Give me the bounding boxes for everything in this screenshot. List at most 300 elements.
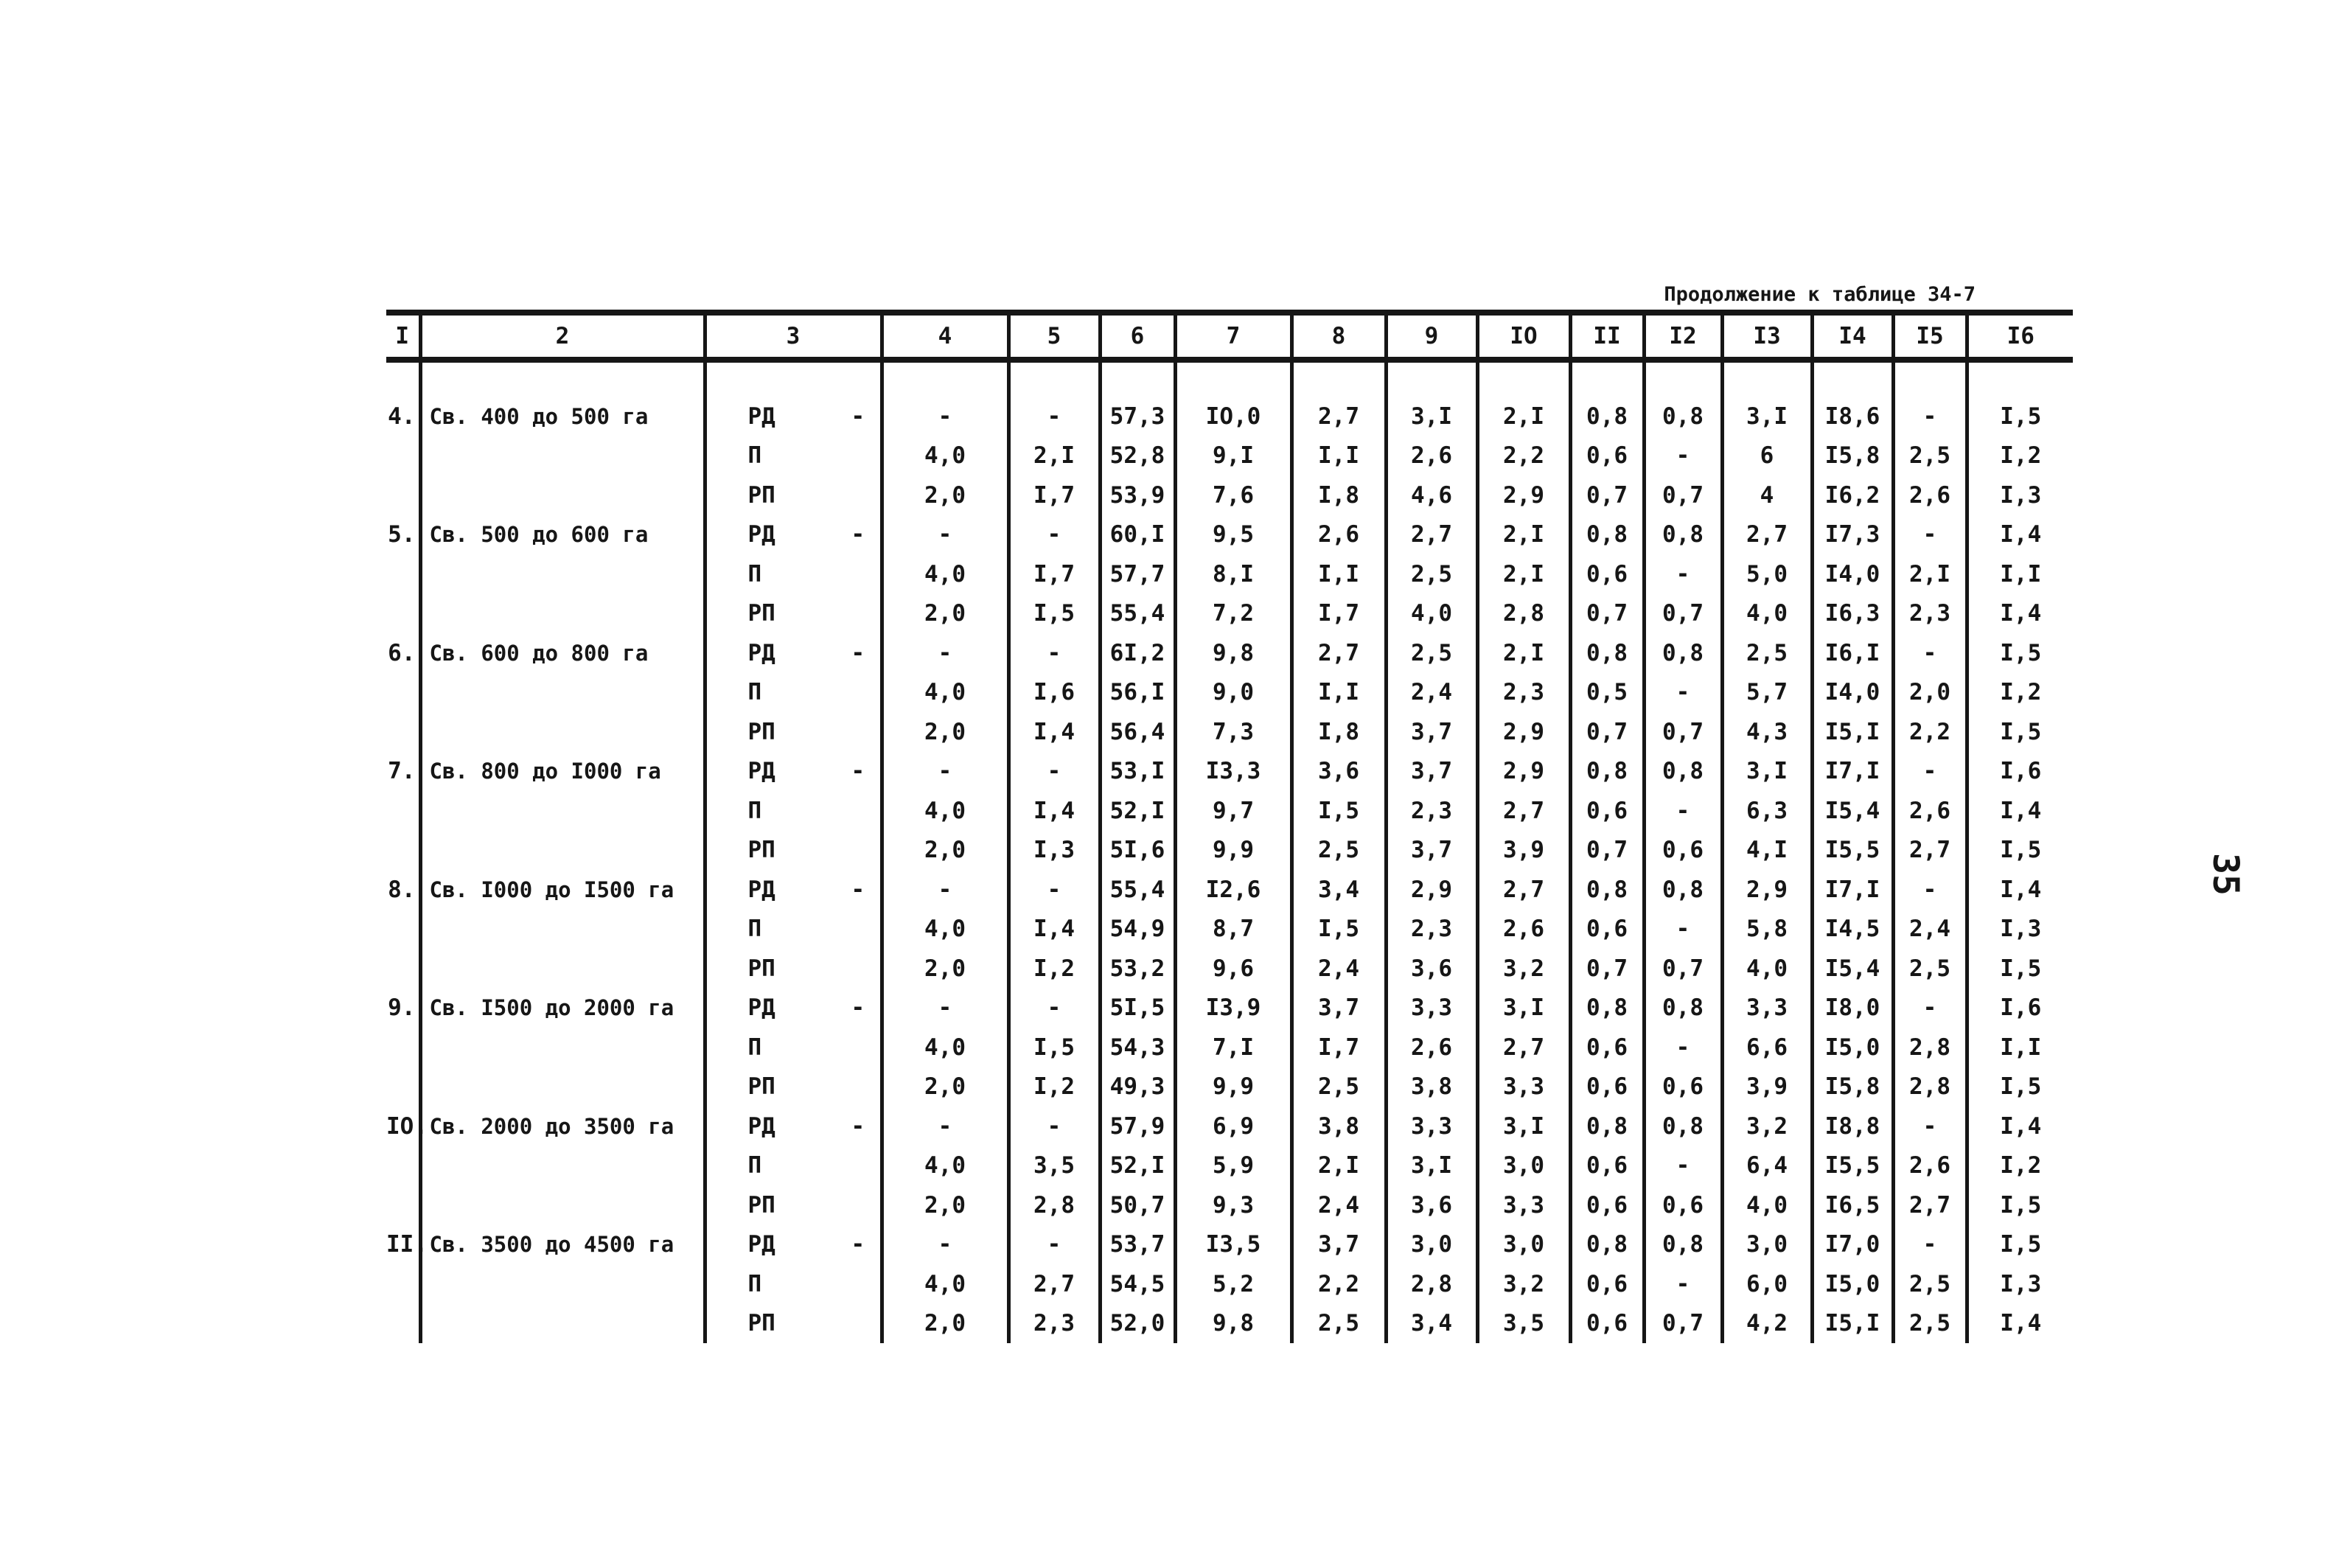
column-header: I	[386, 313, 420, 360]
value-cell: 49,3	[1100, 1067, 1175, 1107]
value-cell: I3,9	[1175, 989, 1291, 1028]
value-cell: I,7	[1291, 594, 1386, 634]
value-cell: 0,7	[1570, 475, 1644, 515]
value-cell: 2,8	[1477, 594, 1570, 634]
value-cell: 4,0	[882, 554, 1008, 594]
value-cell: -	[1008, 515, 1100, 555]
type-cell	[705, 397, 882, 436]
value-cell: 2,4	[1893, 910, 1967, 949]
value-cell: 2,I	[1477, 633, 1570, 673]
data-table	[386, 310, 2073, 1343]
value-cell: 2,5	[1291, 831, 1386, 871]
group-label-cell	[420, 949, 705, 989]
value-cell: -	[1644, 673, 1722, 713]
column-header: 5	[1008, 313, 1100, 360]
value-cell: -	[1008, 752, 1100, 792]
type-dash: -	[851, 994, 865, 1022]
table-row	[386, 910, 2073, 949]
value-cell: 2,7	[1477, 1028, 1570, 1067]
type-code: РД	[747, 758, 775, 785]
value-cell: 3,3	[1722, 989, 1812, 1028]
value-cell: I,5	[1291, 910, 1386, 949]
spacer-cell	[1967, 360, 2073, 397]
type-code: РП	[747, 1310, 775, 1337]
value-cell: 2,7	[1893, 831, 1967, 871]
value-cell: 2,7	[1722, 515, 1812, 555]
table-row	[386, 752, 2073, 792]
value-cell: 0,8	[1570, 1107, 1644, 1146]
value-cell: I,5	[1967, 712, 2073, 752]
value-cell: I,3	[1008, 831, 1100, 871]
value-cell: 3,2	[1722, 1107, 1812, 1146]
value-cell: 53,9	[1100, 475, 1175, 515]
table-row	[386, 1264, 2073, 1304]
value-cell: 0,8	[1570, 397, 1644, 436]
table-row	[386, 1107, 2073, 1146]
value-cell: I,4	[1967, 1107, 2073, 1146]
value-cell: 2,3	[1386, 910, 1477, 949]
value-cell: 2,4	[1291, 949, 1386, 989]
value-cell: 0,7	[1570, 712, 1644, 752]
value-cell: 3,3	[1477, 1067, 1570, 1107]
type-code: П	[747, 442, 762, 470]
spacer-cell	[1812, 360, 1893, 397]
value-cell: 4,0	[882, 1028, 1008, 1067]
table-caption: Продолжение к таблице 34-7	[1664, 283, 1976, 306]
group-label-cell: Св. 800 до I000 га	[420, 752, 705, 792]
group-number-cell: 4.	[388, 403, 416, 430]
value-cell: 3,9	[1722, 1067, 1812, 1107]
type-code: РД	[747, 876, 775, 903]
value-cell: 57,7	[1100, 554, 1175, 594]
spacer-cell	[1477, 360, 1570, 397]
type-cell	[705, 436, 882, 476]
value-cell: I6,3	[1812, 594, 1893, 634]
value-cell: 5,9	[1175, 1146, 1291, 1186]
group-label-cell	[420, 910, 705, 949]
value-cell: 4,0	[882, 910, 1008, 949]
value-cell: 0,6	[1570, 554, 1644, 594]
value-cell: I,5	[1967, 633, 2073, 673]
value-cell: 3,6	[1291, 752, 1386, 792]
spacer-cell	[1175, 360, 1291, 397]
value-cell: 57,3	[1100, 397, 1175, 436]
value-cell: I,4	[1967, 791, 2073, 831]
value-cell: I8,8	[1812, 1107, 1893, 1146]
value-cell: 3,0	[1722, 1225, 1812, 1265]
value-cell: 2,I	[1008, 436, 1100, 476]
group-label-cell	[420, 1146, 705, 1186]
column-header: 8	[1291, 313, 1386, 360]
table-row	[386, 1067, 2073, 1107]
value-cell: -	[1644, 1028, 1722, 1067]
value-cell: I,I	[1291, 554, 1386, 594]
type-cell	[705, 594, 882, 634]
column-header: 6	[1100, 313, 1175, 360]
table-row	[386, 594, 2073, 634]
value-cell: I4,0	[1812, 554, 1893, 594]
value-cell: 2,5	[1893, 436, 1967, 476]
type-cell	[705, 1225, 882, 1265]
value-cell: I,3	[1967, 910, 2073, 949]
group-number-cell: 6.	[388, 639, 416, 666]
column-header: 9	[1386, 313, 1477, 360]
group-number-cell	[386, 712, 420, 752]
value-cell: I,3	[1967, 1264, 2073, 1304]
value-cell: 2,2	[1477, 436, 1570, 476]
table-row	[386, 633, 2073, 673]
value-cell: 2,3	[1386, 791, 1477, 831]
value-cell: 53,7	[1100, 1225, 1175, 1265]
value-cell: 2,5	[1893, 949, 1967, 989]
column-header: II	[1570, 313, 1644, 360]
value-cell: -	[882, 633, 1008, 673]
type-code: П	[747, 560, 762, 588]
value-cell: I,3	[1967, 475, 2073, 515]
value-cell: 2,6	[1893, 475, 1967, 515]
type-dash: -	[851, 758, 865, 785]
value-cell: 9,5	[1175, 515, 1291, 555]
value-cell: 0,7	[1570, 949, 1644, 989]
value-cell: I,I	[1967, 1028, 2073, 1067]
table-row	[386, 1028, 2073, 1067]
value-cell: 0,7	[1570, 831, 1644, 871]
value-cell: 3,9	[1477, 831, 1570, 871]
type-code: РД	[747, 403, 775, 430]
value-cell: -	[882, 752, 1008, 792]
value-cell: 3,2	[1477, 1264, 1570, 1304]
group-label-cell: Св. 3500 до 4500 га	[420, 1225, 705, 1265]
value-cell: 2,5	[1893, 1304, 1967, 1344]
spacer-cell	[386, 360, 420, 397]
value-cell: I6,I	[1812, 633, 1893, 673]
spacer-cell	[1893, 360, 1967, 397]
table-body	[386, 360, 2073, 1343]
group-label-cell	[420, 1028, 705, 1067]
value-cell: -	[1893, 515, 1967, 555]
value-cell: I,6	[1008, 673, 1100, 713]
group-number-cell	[386, 1028, 420, 1067]
column-header: 7	[1175, 313, 1291, 360]
value-cell: 2,I	[1477, 554, 1570, 594]
group-label-cell	[420, 594, 705, 634]
group-label-cell: Св. 500 до 600 га	[420, 515, 705, 555]
type-cell	[705, 673, 882, 713]
value-cell: 3,4	[1386, 1304, 1477, 1344]
group-label-cell	[420, 475, 705, 515]
value-cell: 60,I	[1100, 515, 1175, 555]
value-cell: I5,4	[1812, 791, 1893, 831]
value-cell: 3,5	[1008, 1146, 1100, 1186]
value-cell: 3,5	[1477, 1304, 1570, 1344]
value-cell: 2,0	[882, 831, 1008, 871]
value-cell: -	[1644, 791, 1722, 831]
value-cell: 4,0	[882, 436, 1008, 476]
group-label-cell	[420, 831, 705, 871]
value-cell: 8,I	[1175, 554, 1291, 594]
value-cell: I6,5	[1812, 1185, 1893, 1225]
value-cell: 2,5	[1291, 1067, 1386, 1107]
value-cell: 3,0	[1386, 1225, 1477, 1265]
group-number-cell: 7.	[388, 758, 416, 785]
type-cell	[705, 1028, 882, 1067]
value-cell: I,4	[1967, 870, 2073, 910]
value-cell: 5,0	[1722, 554, 1812, 594]
value-cell: 3,7	[1386, 712, 1477, 752]
value-cell: I,5	[1008, 594, 1100, 634]
value-cell: I,5	[1967, 397, 2073, 436]
column-header: 3	[705, 313, 882, 360]
value-cell: 6,3	[1722, 791, 1812, 831]
value-cell: 4,I	[1722, 831, 1812, 871]
value-cell: 0,8	[1570, 515, 1644, 555]
type-cell	[705, 831, 882, 871]
value-cell: 2,3	[1477, 673, 1570, 713]
value-cell: -	[1008, 1107, 1100, 1146]
value-cell: 9,7	[1175, 791, 1291, 831]
type-cell	[705, 1067, 882, 1107]
value-cell: 0,8	[1570, 752, 1644, 792]
table-row	[386, 1225, 2073, 1265]
value-cell: 4	[1722, 475, 1812, 515]
table-row	[386, 831, 2073, 871]
type-cell	[705, 515, 882, 555]
type-cell	[705, 1185, 882, 1225]
value-cell: 2,7	[1477, 791, 1570, 831]
value-cell: I,5	[1291, 791, 1386, 831]
value-cell: 2,0	[882, 1304, 1008, 1344]
value-cell: 3,3	[1477, 1185, 1570, 1225]
value-cell: 3,I	[1386, 1146, 1477, 1186]
group-number-cell	[386, 791, 420, 831]
value-cell: 0,5	[1570, 673, 1644, 713]
value-cell: 3,7	[1386, 831, 1477, 871]
value-cell: I2,6	[1175, 870, 1291, 910]
value-cell: -	[882, 397, 1008, 436]
column-header: I5	[1893, 313, 1967, 360]
value-cell: 53,2	[1100, 949, 1175, 989]
type-code: РП	[747, 1073, 775, 1101]
value-cell: 2,I	[1893, 554, 1967, 594]
value-cell: I,4	[1008, 791, 1100, 831]
value-cell: 0,8	[1644, 1225, 1722, 1265]
group-number-cell	[386, 594, 420, 634]
table-row	[386, 1304, 2073, 1344]
value-cell: I,8	[1291, 712, 1386, 752]
value-cell: 2,8	[1893, 1028, 1967, 1067]
column-header: I4	[1812, 313, 1893, 360]
value-cell: 2,8	[1008, 1185, 1100, 1225]
group-number-cell: IO.	[386, 1112, 428, 1140]
value-cell: 0,7	[1570, 594, 1644, 634]
value-cell: I7,I	[1812, 752, 1893, 792]
value-cell: I,4	[1967, 515, 2073, 555]
spacer-cell	[1291, 360, 1386, 397]
value-cell: 6,0	[1722, 1264, 1812, 1304]
value-cell: 3,I	[1386, 397, 1477, 436]
value-cell: 53,I	[1100, 752, 1175, 792]
type-cell	[705, 752, 882, 792]
value-cell: 57,9	[1100, 1107, 1175, 1146]
value-cell: 9,I	[1175, 436, 1291, 476]
type-cell	[705, 791, 882, 831]
group-label-cell	[420, 673, 705, 713]
table-row	[386, 712, 2073, 752]
value-cell: I,2	[1967, 436, 2073, 476]
table-row	[386, 515, 2073, 555]
value-cell: I5,I	[1812, 712, 1893, 752]
group-number-cell	[386, 436, 420, 476]
type-code: РД	[747, 639, 775, 666]
group-label-cell	[420, 1264, 705, 1304]
group-number-cell	[386, 910, 420, 949]
value-cell: 5,2	[1175, 1264, 1291, 1304]
type-dash: -	[851, 876, 865, 903]
value-cell: -	[1008, 633, 1100, 673]
value-cell: 2,2	[1291, 1264, 1386, 1304]
value-cell: 54,3	[1100, 1028, 1175, 1067]
spacer-cell	[1100, 360, 1175, 397]
value-cell: I,5	[1967, 831, 2073, 871]
value-cell: 56,4	[1100, 712, 1175, 752]
value-cell: 0,7	[1644, 475, 1722, 515]
type-code: РП	[747, 481, 775, 509]
value-cell: 0,6	[1570, 791, 1644, 831]
value-cell: 0,8	[1644, 397, 1722, 436]
value-cell: 9,8	[1175, 1304, 1291, 1344]
value-cell: -	[882, 1107, 1008, 1146]
value-cell: 2,0	[882, 949, 1008, 989]
value-cell: 6I,2	[1100, 633, 1175, 673]
value-cell: 3,7	[1291, 989, 1386, 1028]
group-number-cell	[386, 1067, 420, 1107]
group-label-cell: Св. I000 до I500 га	[420, 870, 705, 910]
group-number-cell: 5.	[388, 521, 416, 548]
value-cell: 9,9	[1175, 1067, 1291, 1107]
type-dash: -	[851, 521, 865, 548]
spacer-cell	[705, 360, 882, 397]
value-cell: 3,0	[1477, 1225, 1570, 1265]
value-cell: 5,8	[1722, 910, 1812, 949]
value-cell: 9,6	[1175, 949, 1291, 989]
group-number-cell	[386, 1304, 420, 1344]
value-cell: 6,4	[1722, 1146, 1812, 1186]
type-cell	[705, 1146, 882, 1186]
table-row	[386, 1146, 2073, 1186]
value-cell: 52,8	[1100, 436, 1175, 476]
type-cell	[705, 633, 882, 673]
value-cell: 0,6	[1570, 1146, 1644, 1186]
type-cell	[705, 1264, 882, 1304]
value-cell: -	[1008, 1225, 1100, 1265]
value-cell: 3,0	[1477, 1146, 1570, 1186]
value-cell: I,6	[1967, 752, 2073, 792]
group-number-cell: 8.	[388, 876, 416, 903]
spacer-cell	[1644, 360, 1722, 397]
value-cell: 4,0	[882, 791, 1008, 831]
table-row	[386, 791, 2073, 831]
value-cell: 0,6	[1644, 831, 1722, 871]
value-cell: -	[1893, 752, 1967, 792]
value-cell: I,2	[1008, 949, 1100, 989]
value-cell: 5,7	[1722, 673, 1812, 713]
value-cell: 0,8	[1570, 1225, 1644, 1265]
value-cell: I,2	[1967, 673, 2073, 713]
value-cell: 52,I	[1100, 791, 1175, 831]
value-cell: 2,7	[1291, 633, 1386, 673]
value-cell: 2,3	[1008, 1304, 1100, 1344]
value-cell: -	[1644, 1146, 1722, 1186]
value-cell: 56,I	[1100, 673, 1175, 713]
value-cell: 2,7	[1477, 870, 1570, 910]
value-cell: 0,7	[1644, 1304, 1722, 1344]
value-cell: 0,6	[1644, 1067, 1722, 1107]
value-cell: 0,8	[1644, 989, 1722, 1028]
group-label-cell: Св. I500 до 2000 га	[420, 989, 705, 1028]
column-header: IO	[1477, 313, 1570, 360]
value-cell: 4,0	[882, 1146, 1008, 1186]
value-cell: I5,0	[1812, 1028, 1893, 1067]
spacer-cell	[1386, 360, 1477, 397]
value-cell: I,8	[1291, 475, 1386, 515]
group-label-cell	[420, 791, 705, 831]
value-cell: 3,I	[1477, 1107, 1570, 1146]
value-cell: 2,0	[1893, 673, 1967, 713]
value-cell: 4,0	[882, 1264, 1008, 1304]
table-row	[386, 554, 2073, 594]
group-label-cell	[420, 436, 705, 476]
value-cell: 4,0	[1722, 594, 1812, 634]
value-cell: -	[1893, 397, 1967, 436]
value-cell: 7,3	[1175, 712, 1291, 752]
type-code: П	[747, 1270, 762, 1297]
value-cell: IO,0	[1175, 397, 1291, 436]
page-number-mark: 35	[2204, 853, 2246, 896]
group-label-cell	[420, 1067, 705, 1107]
value-cell: I5,5	[1812, 831, 1893, 871]
value-cell: 2,4	[1291, 1185, 1386, 1225]
value-cell: -	[1644, 1264, 1722, 1304]
table-row	[386, 673, 2073, 713]
value-cell: 2,8	[1893, 1067, 1967, 1107]
value-cell: -	[882, 870, 1008, 910]
table-row	[386, 1185, 2073, 1225]
value-cell: 2,6	[1386, 436, 1477, 476]
value-cell: 3,2	[1477, 949, 1570, 989]
value-cell: 55,4	[1100, 870, 1175, 910]
column-header: I6	[1967, 313, 2073, 360]
group-number-cell	[386, 1185, 420, 1225]
value-cell: 4,0	[1386, 594, 1477, 634]
value-cell: 2,I	[1477, 397, 1570, 436]
header-row	[386, 313, 2073, 360]
value-cell: 0,6	[1570, 910, 1644, 949]
type-code: РП	[747, 955, 775, 982]
value-cell: 9,3	[1175, 1185, 1291, 1225]
value-cell: 2,I	[1477, 515, 1570, 555]
group-label-cell: Св. 600 до 800 га	[420, 633, 705, 673]
type-code: П	[747, 1152, 762, 1180]
column-header: I3	[1722, 313, 1812, 360]
value-cell: I,2	[1008, 1067, 1100, 1107]
value-cell: 2,9	[1386, 870, 1477, 910]
group-label-cell	[420, 1304, 705, 1344]
value-cell: I5,5	[1812, 1146, 1893, 1186]
value-cell: I,5	[1967, 1067, 2073, 1107]
table-row	[386, 949, 2073, 989]
group-number-cell	[386, 554, 420, 594]
value-cell: 2,5	[1291, 1304, 1386, 1344]
